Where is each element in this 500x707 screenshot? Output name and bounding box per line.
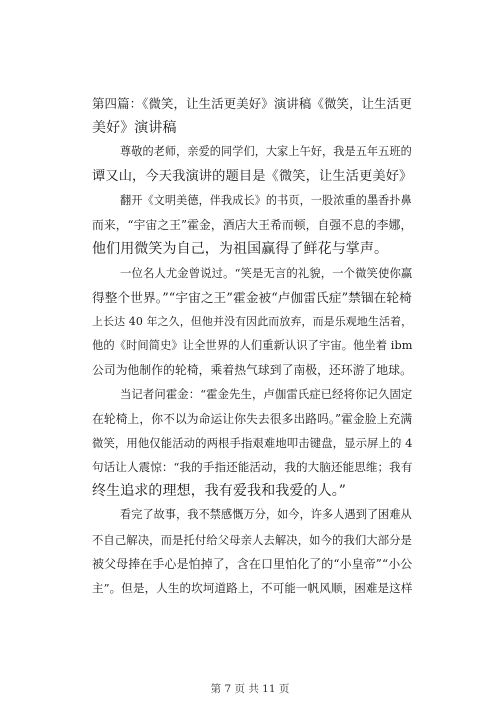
text-line: 得整个世界。”“宇宙之王”霍金被“卢伽雷氏症”禁锢在轮椅: [92, 289, 412, 305]
text-line: 他的《时间简史》让全世界的人们重新认识了宇宙。他坐着 ibm: [92, 339, 413, 353]
text-line: 看完了故事，我不禁感慨万分，如今，许多人遇到了困难从: [120, 508, 412, 522]
text-line: 句话让人震惊：“我的手指还能活动，我的大脑还能思维；我有: [92, 460, 413, 475]
text-line: 翻开《文明美德，伴我成长》的书页，一股浓重的墨香扑鼻: [120, 193, 412, 207]
text-line: 在轮椅上，你不以为命运让你失去很多出路吗。”霍金脸上充满: [92, 411, 413, 426]
text-line: 当记者问霍金：“霍金先生，卢伽雷氏症已经将你记久固定: [120, 387, 413, 402]
text-line: 而来，“宇宙之王”霍金，酒店大王希而顿，自强不息的李娜，: [92, 218, 413, 233]
page-footer: 第 7 页 共 11 页: [210, 683, 290, 695]
text-line: 终生追求的理想，我有爱我和我爱的人。”: [92, 483, 347, 500]
text-line: 上长达 40 年之久，但他并没有因此而放弃，而是乐观地生活着，: [92, 314, 413, 328]
text-line: 一位名人尤金曾说过。“笑是无言的礼貌，一个微笑使你赢: [120, 266, 413, 281]
text-line: 微笑，用他仅能活动的两根手指艰难地叩击键盘，显示屏上的 4: [92, 435, 413, 450]
text-line: 第四篇：《微笑，让生活更美好》演讲稿《微笑，让生活更: [92, 96, 412, 111]
text-line: 谭又山，今天我演讲的题目是《微笑，让生活更美好》: [92, 168, 413, 184]
text-line: 主”。但是，人生的坎坷道路上，不可能一帆风顺，困难是这样: [92, 581, 413, 596]
document-body: [92, 92, 412, 600]
text-line: 公司为他制作的轮椅，乘着热气球到了南极，还环游了地球。: [92, 363, 412, 378]
text-line: 他们用微笑为自己，为祖国赢得了鲜花与掌声。: [92, 241, 389, 258]
text-line: 尊敬的老师，亲爱的同学们，大家上午好，我是五年五班的: [120, 145, 412, 159]
text-line: 不自己解决，而是托付给父母亲人去解决，如今的我们大部分是: [92, 532, 412, 547]
text-line: 美好》演讲稿: [92, 120, 177, 137]
text-line: 被父母捧在手心是怕掉了，含在口里怕化了的“小皇帝”“小公: [92, 556, 413, 571]
